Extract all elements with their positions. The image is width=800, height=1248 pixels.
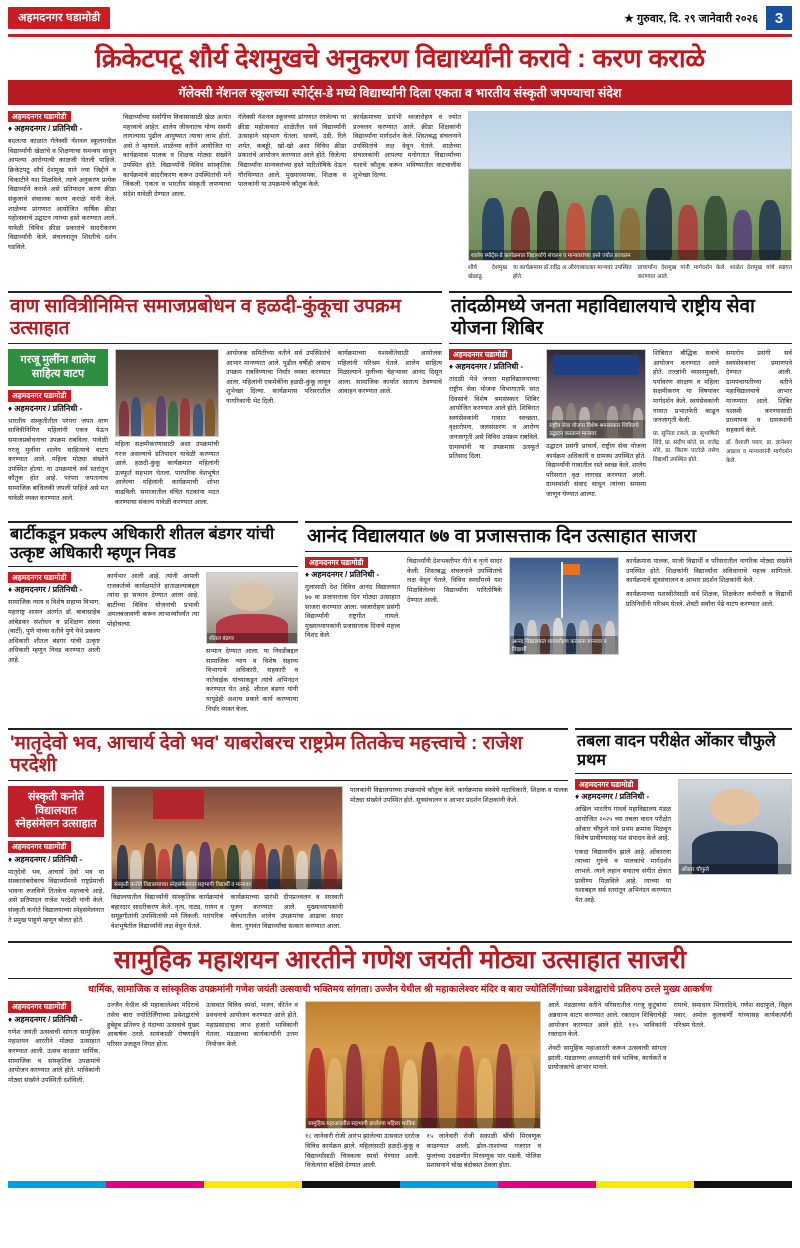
bottom-para-6: आले. मंडळाच्या वतीने परिसरातील गरजू कुटुंबांना अन्नधान्य वाटप करण्यात आले. रक्तदान शिबिराचेही आयोजन करण्यात आले होते. ११५ भाविकांनी रक्तदान केले. [548, 1002, 667, 1039]
bottom-para-7: शेवटी सामुहिक महाआरती करून उत्सवाची सांगता झाली. मंडळाच्या अध्यक्षांनी सर्व भाविक, कार्यकर्ते व प्रायोजकांचे आभार मानले. [548, 1044, 667, 1072]
photo-figures [116, 386, 218, 436]
lead-photo-caption: शालेय स्पोर्ट्स-डे कार्यक्रमात विद्यार्थ्यांचे संचलन व मान्यवरांच्या हस्ते ज्योत प्रज्वलन [469, 250, 791, 260]
byline-location: ♦ अहमदनगर / प्रतिनिधी - [8, 124, 83, 134]
byline-location: ♦ अहमदनगर / प्रतिनिधी - [8, 403, 83, 413]
strip-yellow [204, 1181, 302, 1188]
section-title-barti: बार्टीकडून प्रकल्प अधिकारी शीतल बंडगर यांची उत्कृष्ट अधिकारी म्हणून निवड [8, 521, 298, 567]
anand-para-4: कार्यक्रमाच्या यशस्वीतेसाठी सर्व शिक्षक, शिक्षकेतर कर्मचारी व विद्यार्थी प्रतिनिधींनी परिश्रम घेतले. शेवटी सर्वांना पेढे वाटप करण्यात आले. [626, 590, 792, 608]
byline-matrudevo [8, 841, 104, 864]
tabla-para-2: एकदा विद्यालयीन झाले आहे. ओंकारला त्याच्या गुरुंचे व पालकांचे मार्गदर्शन लाभले. त्याने लहान वयातच संगीत क्षेत्रात प्रावीण्य मिळविले आहे. त्याच्या या यशाबद्दल सर्व स्तरांतून अभिनंदन करण्यात येत आहे. [575, 848, 671, 904]
section-title-tabla: तबला वादन परीक्षेत ओंकार चौफुले प्रथम [575, 728, 792, 774]
nss-para-2: उद्घाटन प्रसंगी प्राचार्य, राष्ट्रीय सेवा योजना कार्यक्रम अधिकारी व ग्रामस्थ उपस्थित होते. विद्यार्थ्यांनी गावातील रस्ते स्वच्छ केले. शालेय परिसरात वृक्ष लागवड करण्यात आली. ग्रामस्थांशी संवाद साधून त्यांच्या समस्या जाणून घेण्यात आल्या. [546, 442, 646, 498]
masthead-rule [8, 34, 792, 37]
tabla-photo [678, 779, 792, 875]
barti-para-3: सन्मान देण्यात आला. या निवडीबद्दल सामाजिक न्याय व विशेष सहाय्य विभागाचे अधिकारी, सहकारी व नातेवाईक यांच्याकडून त्यांचे अभिनंदन करण्यात येत आहे. शीतल बंडगर यांनी यापुढेही अशाच प्रकारे कार्य करण्याचा निर्धार व्यक्त केला. [206, 648, 298, 713]
section-title-nss: तांदळीमध्ये जनता महाविद्यालयाचे राष्ट्रीय सेवा योजना शिबिर [449, 291, 792, 344]
byline-tabla [575, 779, 671, 802]
byline-vansavitri [8, 390, 108, 413]
section-title-matrudevo: 'मातृदेवो भव, आचार्य देवो भव' याबरोबरच राष्ट्रप्रेम तितकेच महत्त्वाचे : राजेश परदेशी [8, 728, 568, 781]
nss-photo [546, 349, 646, 439]
nss-credit-1: प्रा. सुनिता टकले, प्रा. सुभाषिनी शिंदे, प्रा. संदीप कोते, प्रा. राजेंद्र मोरे, प्रा. किरण पाटोळे तसेच विद्यार्थी उपस्थित होते. [653, 430, 719, 463]
barti-para-2: कार्यभार आली आहे. त्यांनी आपली राजकर्तव्ये कार्यक्षमतेने हाताळल्याबद्दल त्यांना हा सन्मान देण्यात आला आहे. बार्टीच्या विविध योजनांची प्रभावी अंमलबजावणी करून लाभार्थ्यांपर्यंत त्या पोहोचल्या. [107, 573, 199, 629]
anand-para-3: कार्यक्रमास पालक, माजी विद्यार्थी व परिसरातील नागरिक मोठ्या संख्येने उपस्थित होते. शिक्षकांनी विद्यार्थ्यांना संविधानाचे महत्त्व सांगितले. कार्यक्रमाचे सूत्रसंचालन व आभार प्रदर्शन शिक्षकांनी केले. [626, 558, 792, 585]
bottom-body [8, 1001, 792, 1174]
matrudevo-photo [111, 786, 343, 890]
byline-location: ♦ अहमदनगर / प्रतिनिधी - [449, 362, 524, 372]
photo-figures [469, 174, 791, 260]
byline-tag: अहमदनगर घडामोडी [8, 1001, 71, 1012]
bottom-photo-caption: सामुहिक महाआरतीत सहभागी झालेल्या महिला भाविक [306, 1118, 540, 1128]
byline-location: ♦ अहमदनगर / प्रतिनिधी - [8, 854, 83, 864]
barti-photo-caption: शीतल बंडगर [207, 633, 297, 643]
bottom-para-8: रामाचे, समाधान भिंगारदिवे, गणेश सदाफुले, विठ्ठल पवार, अमोल कुलकर्णी यांच्यासह कार्यकर्त्यांनी परिश्रम घेतले. [673, 1002, 792, 1029]
matrudevo-para-4: पालकांनी विद्यालयाच्या उपक्रमांचे कौतुक केले. कार्यक्रमास संस्थेचे पदाधिकारी, शिक्षक व पालक मोठ्या संख्येने उपस्थित होते. सूत्रसंचालन व आभार प्रदर्शन शिक्षकांनी केले. [350, 786, 568, 804]
bottom-para-5: १५ जानेवारी रोजी सकाळी श्रींची मिरवणूक काढण्यात आली. ढोल-ताशांच्या गजरात व फुलांच्या उधळणीत मिरवणूक पार पडली. पोलिस प्रशासनाने चोख बंदोबस्त ठेवला होता. [426, 1133, 541, 1170]
strip-cyan-2 [400, 1181, 498, 1188]
anand-para-2: विद्यार्थ्यांनी देशभक्तीपर गीते व नृत्ये सादर केली. शिस्तबद्ध संचलनाने उपस्थितांचे लक्ष वेधून घेतले. विविध स्पर्धांमध्ये यश मिळविलेल्या विद्यार्थ्यांना पारितोषिके देण्यात आली. [407, 558, 502, 604]
byline-bottom [8, 1001, 100, 1024]
strip-magenta [106, 1181, 204, 1188]
lead-para-1: बदलत्या काळात गॅलेक्सी नॅशनल स्कूलमधील विद्यार्थ्यांनी खेळांचे व शिक्षणाचा समन्वय साधून आपल्या आरोग्याची काळजी घेतली पाहिजे. क्रिकेटपटू शौर्य देशमुख याने ज्या जिद्दीने व चिकाटीने यश मिळविले, त्याचे अनुकरण प्रत्येक विद्यार्थ्याने करावे असे प्रतिपादन करण क्रीडा संकुलाचे संचालक करण कराळे यांनी केले. शाळेच्या प्रांगणात आयोजित वार्षिक क्रीडा महोत्सवाचे उद्घाटन त्यांच्या हस्ते करण्यात आले. यावेळी विविध क्रीडा प्रकारांचे सादरीकरण विद्यार्थ्यांनी केले. संचलनातून शिस्तीचे दर्शन घडविले. [8, 138, 116, 251]
page-number-badge: 3 [766, 6, 792, 30]
strip-black [302, 1181, 400, 1188]
bottom-kicker: धार्मिक, सामाजिक व सांस्कृतिक उपक्रमांनी गणेश जयंती उत्सवाची भक्तिमय सांगता। उज्जैन येथील श्री महाकालेश्वर मंदिर व बारा ज्योतिर्लिंगांच्या प्रवेशद्वारांचे प्रतिरुप ठरले मुख्य आकर्षण [88, 984, 712, 996]
matrudevo-para-1: मातृदेवो भव, आचार्य देवो भव या संस्कारांबरोबरच विद्यार्थ्यांमध्ये राष्ट्रप्रेमाची भावना रुजविणे तितकेच महत्त्वाचे आहे, असे प्रतिपादन राजेश परदेशी यांनी केले. संस्कृती कनोते विद्यालयाच्या स्नेहसंमेलनात ते प्रमुख पाहुणे म्हणून बोलत होते. [8, 868, 104, 924]
strip-cyan [8, 1181, 106, 1188]
lead-para-4: कार्यक्रमाच्या प्रारंभी ध्वजारोहण व ज्योत प्रज्वलन करण्यात आले. क्रीडा शिक्षकांनी विद्यार्थ्यांना मार्गदर्शन केले. शिस्तबद्ध संचलनाने उपस्थितांचे लक्ष वेधून घेतले. शाळेच्या संचालकांनी आपल्या मनोगतात विद्यार्थ्यांच्या यशाचे कौतुक करून भविष्यातील वाटचालीस शुभेच्छा दिल्या. [353, 113, 461, 179]
section-chip-matrudevo: संस्कृती कनोते विद्यालयात स्नेहसंमेलन उत्साहात [8, 786, 104, 837]
nss-para-1: तांदळी येथे जनता महाविद्यालयाच्या राष्ट्रीय सेवा योजना विभागातर्फे सात दिवसांचे विशेष श्रमसंस्कार शिबिर आयोजित करण्यात आले होते. शिबिरात स्वयंसेवकांनी गावात स्वच्छता, वृक्षारोपण, जलसंधारण व आरोग्य जनजागृती असे विविध उपक्रम राबविले. ग्रामस्थांनी या उपक्रमास उत्स्फूर्त प्रतिसाद दिला. [449, 376, 539, 461]
tabla-photo-caption: ओंकार चौफुले [679, 864, 791, 874]
lead-credit-1: शौर्य देशमुख खेळाडू. [468, 264, 508, 280]
strip-magenta-2 [498, 1181, 596, 1188]
photo-figures [306, 1030, 540, 1128]
vansavitri-para-2: महिला सक्षमीकरणासाठी अशा उपक्रमांची गरज असल्याचे प्रतिपादन यावेळी करण्यात आले. हळदी-कुंकू कार्यक्रमात महिलांनी उत्स्फूर्त सहभाग घेतला. पारंपरिक वेशभूषेत आलेल्या महिलांनी कार्यक्रमाची शोभा वाढविली. समाजातील वंचित घटकांना मदत करण्याचा संकल्प यावेळी करण्यात आला. [115, 440, 219, 506]
byline-tag: अहमदनगर घडामोडी [8, 841, 71, 852]
byline-tag: अहमदनगर घडामोडी [8, 111, 71, 122]
nss-para-4: समारोप प्रसंगी सर्व स्वयंसेवकांना प्रमाणपत्रे देण्यात आली. ग्रामपंचायतीच्या वतीने महाविद्यालयाचे आभार मानण्यात आले. शिबिर यशस्वी करण्यासाठी प्राध्यापक व ग्रामस्थांनी सहकार्य केले. [726, 349, 792, 434]
anand-para-1: मुलांसाठी देश विविध आनंद विद्यालयात ७७ वा प्रजासत्ताक दिन मोठ्या उत्साहात साजरा करण्यात आला. ध्वजारोहण प्रसंगी विद्यार्थ्यांनी राष्ट्रगीत गायले. मुख्याध्यापकांनी प्रजासत्ताक दिनाचे महत्त्व विशद केले. [305, 584, 400, 640]
masthead [8, 6, 792, 30]
lead-subhead: गॅलेक्सी नॅशनल स्कूलच्या स्पोर्ट्स-डे मध्ये विद्यार्थ्यांनी दिला एकता व भारतीय संस्कृती जपण्याचा संदेश [8, 80, 792, 105]
vansavitri-photo [115, 349, 219, 437]
byline-tag: अहमदनगर घडामोडी [8, 572, 71, 583]
byline-tag: अहमदनगर घडामोडी [8, 390, 71, 401]
lead-para-2: विद्यार्थ्यांच्या सर्वांगीण विकासासाठी खेळ अत्यंत महत्त्वाचे आहेत. शालेय जीवनातच योग्य सवयी लागल्यास पुढील आयुष्यात त्याचा लाभ होतो, असे ते म्हणाले. शाळेच्या वतीने आयोजित या कार्यक्रमास पालक व शिक्षक मोठ्या संख्येने उपस्थित होते. विद्यार्थ्यांनी विविध सांस्कृतिक कार्यक्रमांचे सादरीकरण करून उपस्थितांची मने जिंकली. एकता व भारतीय संस्कृती जपण्याचा संदेश यावेळी देण्यात आला. [123, 113, 231, 198]
color-registration-strip [8, 1181, 792, 1188]
dateline: ★ गुरुवार, दि. २९ जानेवारी २०२६ [624, 12, 758, 25]
vansavitri-para-4: कार्यक्रमाच्या यशस्वीतेसाठी आयोजक महिलांनी परिश्रम घेतले. शालेय साहित्य मिळाल्याने मुलींच्या चेहऱ्यावर आनंद दिसून आला. सामाजिक कार्यात सातत्य ठेवण्याचे आवाहन करण्यात आले. [337, 349, 442, 396]
lead-byline [8, 111, 116, 134]
matrudevo-photo-caption: संस्कृती कनोते विद्यालयाच्या स्नेहसंमेलनात सहभागी विद्यार्थी व मान्यवर [112, 879, 342, 889]
byline-barti [8, 572, 100, 595]
barti-para-1: सामाजिक न्याय व विशेष सहाय्य विभाग, महाराष्ट्र शासन अंतर्गत डॉ. बाबासाहेब आंबेडकर संशोधन व प्रशिक्षण संस्था (बार्टी), पुणे यांच्या वतीने पुणे येथे प्रकल्प अधिकारी शीतल बंडगर यांची उत्कृष्ट अधिकारी म्हणून निवड करण्यात आली आहे. [8, 599, 100, 665]
byline-tag: अहमदनगर घडामोडी [449, 349, 512, 360]
strip-yellow-2 [596, 1181, 694, 1188]
lead-headline: क्रिकेटपटू शौर्य देशमुखचे अनुकरण विद्यार्थ्यांनी करावे : करण कराळे [95, 43, 705, 73]
lead-para-3: गॅलेक्सी नॅशनल स्कूलच्या प्रांगणात रंगलेल्या या क्रीडा महोत्सवात शाळेतील सर्व विद्यार्थ्यांनी उत्साहाने सहभाग घेतला. धावणे, उडी, रिले शर्यत, कबड्डी, खो-खो अशा विविध क्रीडा प्रकारांचे आयोजन करण्यात आले होते. विजेत्या विद्यार्थ्यांना मान्यवरांच्या हस्ते पारितोषिके देऊन गौरविण्यात आले. मुख्याध्यापक, शिक्षक व पालकांनी या उपक्रमाचे कौतुक केले. [238, 113, 346, 189]
byline-anand [305, 557, 400, 580]
anand-photo-caption: आनंद विद्यालयात ध्वजारोहण करताना मान्यवर व विद्यार्थी [510, 636, 618, 654]
lead-credit-3: प्राचार्यांना देशमुख यांनी मार्गदर्शन केले. शाळेत देशमुख यांचे स्वागत करण्यात आले. [637, 264, 792, 280]
section-title-anand: आनंद विद्यालयात ७७ वा प्रजासत्ताक दिन उत्साहात साजरा [305, 521, 792, 552]
publication-brand: अहमदनगर घडामोडी [8, 7, 110, 29]
row-two [8, 285, 792, 511]
matrudevo-para-3: कार्यक्रमाच्या प्रारंभी दीपप्रज्वलन व सरस्वती पूजन करण्यात आले. मुख्याध्यापकांनी वर्षभरातील शालेय उपक्रमांचा आढावा सादर केला. गुणवंत विद्यार्थ्यांचा सत्कार करण्यात आला. [230, 893, 343, 930]
nss-photo-caption: राष्ट्रीय सेवा योजना विशेष श्रमसंस्कार शिबिराचे उद्घाटन करताना मान्यवर [547, 420, 645, 438]
tabla-para-1: अखिल भारतीय गांधर्व महाविद्यालय मंडळ आयोजित २०२५ च्या तबला वादन परीक्षेत ओंकार चौफुले याने प्रथम क्रमांक मिळवून विशेष प्रावीण्यासह यश संपादन केले आहे. [575, 806, 671, 843]
bottom-para-3: उत्सवात विविध स्पर्धा, भजन, कीर्तन व प्रवचनाचे आयोजन करण्यात आले होते. महाप्रसादाचा लाभ हजारो भाविकांनी घेतला. मंडळाच्या कार्यकर्त्यांनी उत्तम नियोजन केले. [206, 1002, 298, 1048]
row-four [8, 722, 792, 935]
section-chip-vansavitri: गरजू मुलींना शालेय साहित्य वाटप [8, 349, 108, 387]
strip-black-2 [694, 1181, 792, 1188]
bottom-para-4: १८ जानेवारी रोजी आरंभ झालेल्या उत्सवात दररोज विविध कार्यक्रम झाले. महिलांसाठी हळदी-कुंकू व विद्यार्थ्यांसाठी चित्रकला स्पर्धा घेण्यात आली. विजेत्यांना बक्षिसे देण्यात आली. [305, 1133, 420, 1170]
lead-photo [468, 111, 792, 261]
vansavitri-para-1: भारतीय संस्कृतीतील परंपरा जपत वाण सावित्रीनिमित्त महिलांनी एकत्र येऊन समाजप्रबोधनाचा उपक्रम राबविला. यावेळी गरजू मुलींना शालेय साहित्याचे वाटप करण्यात आले. महिला मोठ्या संख्येने उपस्थित होत्या. या उपक्रमाचे सर्व स्तरांतून कौतुक होत आहे. परंपरा जपतानाच सामाजिक बांधिलकी जपली पाहिजे असे मत यावेळी व्यक्त करण्यात आले. [8, 417, 108, 502]
bottom-para-2: उज्जैन येथील श्री महाकालेश्वर मंदिराचे तसेच बारा ज्योतिर्लिंगांच्या प्रवेशद्वारांचे हुबेहूब प्रतिरुप हे यंदाच्या उत्सवाचे मुख्य आकर्षण ठरले. सायंकाळी रोषणाईने परिसर उजळून निघत होता. [107, 1002, 199, 1048]
byline-location: ♦ अहमदनगर / प्रतिनिधी - [8, 585, 83, 595]
vansavitri-para-3: आयोजक समितीच्या वतीने सर्व उपस्थितांचे आभार मानण्यात आले. पुढील वर्षीही असाच उपक्रम राबविण्याचा निर्धार व्यक्त करण्यात आला. महिलांनी एकमेकींना हळदी-कुंकू लावून शुभेच्छा दिल्या. कार्यक्रमास परिसरातील नागरिकांनी भेट दिली. [226, 349, 331, 405]
nss-para-3: शिबिरात बौद्धिक सत्रांचे आयोजन करण्यात आले होते. तज्ज्ञांनी व्यसनमुक्ती, पर्यावरण संरक्षण व महिला सक्षमीकरण या विषयांवर मार्गदर्शन केले. स्वयंसेवकांनी गावात प्रभातफेरी काढून जनजागृती केली. [653, 349, 719, 425]
byline-location: ♦ अहमदनगर / प्रतिनिधी - [8, 1014, 83, 1024]
matrudevo-para-2: विद्यालयातील विद्यार्थ्यांनी सांस्कृतिक कार्यक्रमांचे बहारदार सादरीकरण केले. नृत्य, नाट्य, गायन व समूहगीतांनी उपस्थितांची मने जिंकली. पारंपरिक वेशभूषेतील विद्यार्थ्यांनी लक्ष वेधून घेतले. [111, 893, 224, 930]
byline-tag: अहमदनगर घडामोडी [305, 557, 368, 568]
bottom-photo [305, 1001, 541, 1129]
byline-location: ♦ अहमदनगर / प्रतिनिधी - [305, 570, 380, 580]
byline-location: ♦ अहमदनगर / प्रतिनिधी - [575, 792, 650, 802]
bottom-section-title: सामुहिक महाशयन आरतीने गणेश जयंती मोठ्या उत्साहात साजरी [8, 941, 792, 979]
row-three [8, 515, 792, 718]
lead-body [8, 111, 792, 281]
lead-credit-2: या कार्यक्रमास डॉ.रवींद्र अ.औरंगाबादकर मान्यवर उपस्थित होते. [513, 264, 632, 280]
bottom-para-1: गणेश जयंती उत्सवाची सांगता सामुहिक महाशयन आरतीने मोठ्या उत्साहात करण्यात आली. उत्सव काळात धार्मिक, सामाजिक व सांस्कृतिक उपक्रमांचे आयोजन करण्यात आले होते. भाविकांनी मोठ्या संख्येने उपस्थिती दर्शविली. [8, 1028, 100, 1084]
anand-photo [509, 557, 619, 655]
barti-photo [206, 572, 298, 644]
byline-nss [449, 349, 539, 372]
byline-tag: अहमदनगर घडामोडी [575, 779, 638, 790]
nss-credit-2: डॉ. वैशाली पवार, प्रा. ज्ञानेश्वर आढाव व मान्यवरांनी मार्गदर्शन केले. [726, 440, 792, 464]
section-title-vansavitri: वाण सावित्रीनिमित्त समाजप्रबोधन व हळदी-कुंकूचा उपक्रम उत्साहात [8, 291, 442, 344]
